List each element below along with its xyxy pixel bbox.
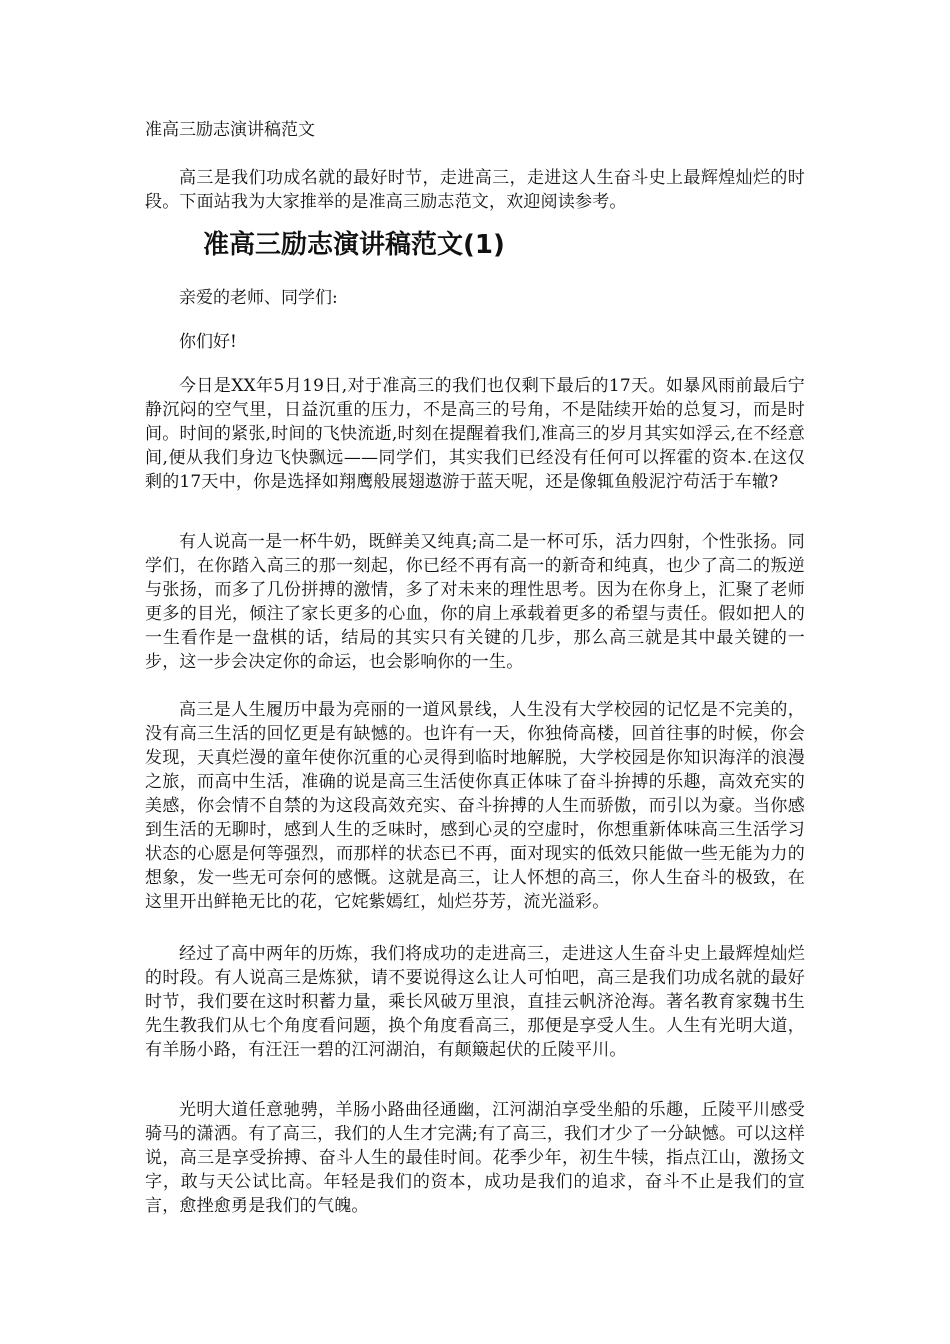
section-heading: 准高三励志演讲稿范文(1): [203, 230, 505, 260]
body-paragraph: 经过了高中两年的历炼，我们将成功的走进高三，走进这人生奋斗史上最辉煌灿烂的时段。有人说高三是炼狱，请不要说得这么让人可怕吧，高三是我们功成名就的最好时节，我们要在这时积蓄力量，乘长风破万里浪，直挂云帆济沧海。著名教育家魏书生先生教我们从七个角度看问题，换个角度看高三，那便是享受人生。人生有光明大道，有羊肠小路，有汪汪一碧的江河湖泊，有颠簸起伏的丘陵平川。: [145, 944, 805, 1060]
body-paragraph: 高三是人生履历中最为亮丽的一道风景线，人生没有大学校园的记忆是不完美的，没有高三生活的回忆更是有缺憾的。也许有一天，你独倚高楼，回首往事的时候，你会发现，天真烂漫的童年使你沉重的心灵得到临时地解脱，大学校园是你知识海洋的浪漫之旅，而高中生活，准确的说是高三生活使你真正体味了奋斗拚搏的乐趣，高效充实的美感，你会情不自禁的为这段高效充实、奋斗拚搏的人生而骄傲，而引以为豪。当你感到生活的无聊时，感到人生的乏味时，感到心灵的空虚时，你想重新体味高三生活学习状态的心愿是何等强烈，而那样的状态已不再，面对现实的低效只能做一些无能为力的想象，发一些无可奈何的感慨。这就是高三，让人怀想的高三，你人生奋斗的极致，在这里开出鲜艳无比的花，它姹紫嫣红，灿烂芬芳，流光溢彩。: [145, 700, 805, 912]
intro-paragraph: 高三是我们功成名就的最好时节，走进高三，走进这人生奋斗史上最辉煌灿烂的时段。下面站我为大家推举的是准高三励志范文，欢迎阅读参考。: [145, 168, 805, 212]
body-paragraph: 光明大道任意驰骋，羊肠小路曲径通幽，江河湖泊享受坐船的乐趣，丘陵平川感受骑马的潇洒。有了高三，我们的人生才完满;有了高三，我们才少了一分缺憾。可以这样说，高三是享受拚搏、奋斗人生的最佳时间。花季少年，初生牛犊，指点江山，激扬文字，敢与天公试比高。年轻是我们的资本，成功是我们的追求，奋斗不止是我们的宣言，愈挫愈勇是我们的气魄。: [145, 1100, 805, 1216]
greeting-line: 亲爱的老师、同学们:: [179, 288, 338, 308]
document-title: 准高三励志演讲稿范文: [145, 120, 315, 140]
body-paragraph: 有人说高一是一杯牛奶，既鲜美又纯真;高二是一杯可乐，活力四射，个性张扬。同学们，在你踏入高三的那一刻起，你已经不再有高一的新奇和纯真，也少了高二的叛逆与张扬，而多了几份拼搏的激情，多了对未来的理性思考。因为在你身上，汇聚了老师更多的目光，倾注了家长更多的心血，你的肩上承载着更多的希望与责任。假如把人的一生看作是一盘棋的话，结局的其实只有关键的几步，那么高三就是其中最关键的一步，这一步会决定你的命运，也会影响你的一生。: [145, 532, 805, 672]
hello-line: 你们好!: [179, 332, 237, 352]
body-paragraph: 今日是XX年5月19日,对于准高三的我们也仅剩下最后的17天。如暴风雨前最后宁静沉闷的空气里，日益沉重的压力，不是高三的号角，不是陆续开始的总复习，而是时间。时间的紧张,时间的飞快流逝,时刻在提醒着我们,准高三的岁月其实如浮云,在不经意间,便从我们身边飞快飘远——同学们，其实我们已经没有任何可以挥霍的资本.在这仅剩的17天中，你是选择如翔鹰般展翅遨游于蓝天呢，还是像辄鱼般泥泞苟活于车辙?: [145, 376, 805, 492]
